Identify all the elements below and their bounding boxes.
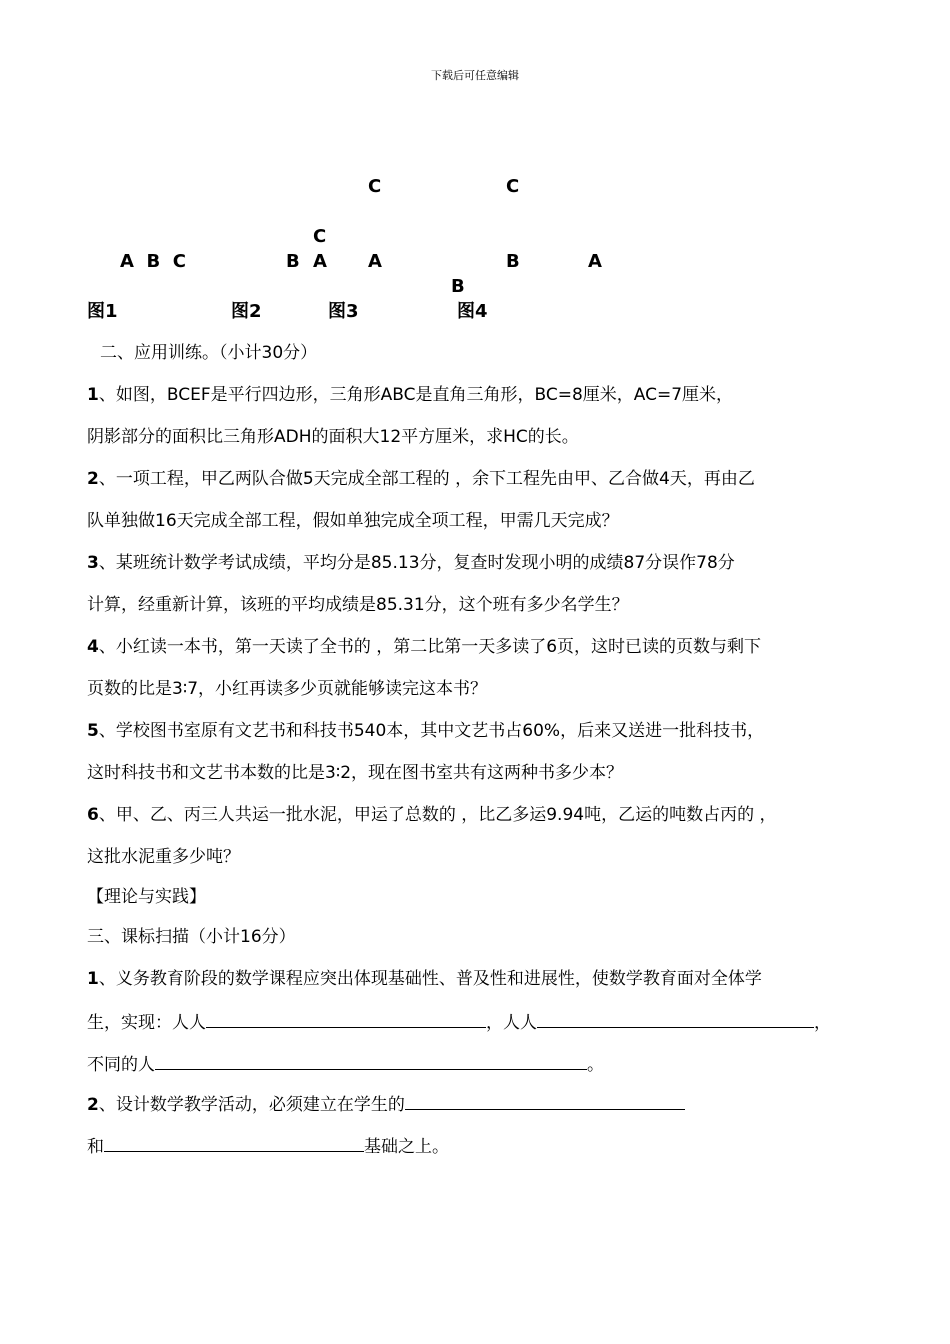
page-header: 下载后可任意编辑 — [431, 69, 519, 82]
question-2-5-line2: 这时科技书和文艺书本数的比是3∶2，现在图书室共有这两种书多少本？ — [87, 763, 624, 783]
question-2-6-line1: 6、甲、乙、丙三人共运一批水泥，甲运了总数的 ，比乙多运9.94吨，乙运的吨数占丙的 ， — [87, 805, 777, 825]
question-2-3-line2: 计算，经重新计算，该班的平均成绩是85.31分，这个班有多少名学生？ — [87, 595, 629, 615]
question-3-2-line1: 2、设计数学教学活动，必须建立在学生的 — [87, 1093, 685, 1116]
figure-label-abc: A B C — [120, 251, 186, 272]
fill-blank[interactable] — [155, 1053, 587, 1070]
figure-label-a: A — [313, 251, 327, 272]
theory-heading: 【理论与实践】 — [87, 887, 206, 907]
figure-caption-1: 图1 — [87, 301, 118, 322]
question-3-1-line3: 不同的人 。 — [87, 1055, 604, 1075]
figure-label-c: C — [368, 176, 382, 197]
figure-label-c: C — [506, 176, 520, 197]
fill-blank[interactable] — [206, 1011, 486, 1028]
figure-caption-2: 图2 — [231, 301, 262, 322]
figure-label-b: B — [286, 251, 300, 272]
section2-title: 二、应用训练。（小计30分） — [100, 343, 318, 363]
fill-blank[interactable] — [104, 1135, 364, 1152]
question-2-3-line1: 3、某班统计数学考试成绩，平均分是85.13分，复查时发现小明的成绩87分误作78分 — [87, 553, 735, 573]
figure-label-b: B — [451, 276, 465, 297]
section3-title: 三、课标扫描（小计16分） — [87, 927, 296, 947]
question-2-4-line1: 4、小红读一本书，第一天读了全书的 ，第二比第一天多读了6页，这时已读的页数与剩下 — [87, 637, 762, 657]
figure-label-a: A — [368, 251, 382, 272]
question-2-1-line1: 1、如图，BCEF是平行四边形，三角形ABC是直角三角形，BC=8厘米，AC=7厘米， — [87, 385, 734, 405]
question-2-5-line1: 5、学校图书室原有文艺书和科技书540本，其中文艺书占60%，后来又送进一批科技书， — [87, 721, 765, 741]
question-3-2-line2: 和 基础之上。 — [87, 1137, 449, 1157]
figure-caption-4: 图4 — [457, 301, 488, 322]
question-2-6-line2: 这批水泥重多少吨？ — [87, 847, 240, 867]
question-2-2-line2: 队单独做16天完成全部工程，假如单独完成全项工程，甲需几天完成？ — [87, 511, 619, 531]
fill-blank[interactable] — [537, 1011, 814, 1028]
question-3-1-line2: 生，实现：人人 ，人人 ， — [87, 1013, 831, 1033]
question-3-1-line1: 1、义务教育阶段的数学课程应突出体现基础性、普及性和进展性，使数学教育面对全体学 — [87, 969, 762, 989]
question-2-2-line1: 2、一项工程，甲乙两队合做5天完成全部工程的 ，余下工程先由甲、乙合做4天，再由乙 — [87, 469, 755, 489]
figure-label-a: A — [588, 251, 602, 272]
question-2-4-line2: 页数的比是3∶7，小红再读多少页就能够读完这本书？ — [87, 679, 488, 699]
question-2-1-line2: 阴影部分的面积比三角形ADH的面积大12平方厘米，求HC的长。 — [87, 427, 579, 447]
figure-caption-3: 图3 — [328, 301, 359, 322]
figure-label-b: B — [506, 251, 520, 272]
figure-label-c: C — [313, 226, 327, 247]
fill-blank[interactable] — [405, 1093, 685, 1110]
